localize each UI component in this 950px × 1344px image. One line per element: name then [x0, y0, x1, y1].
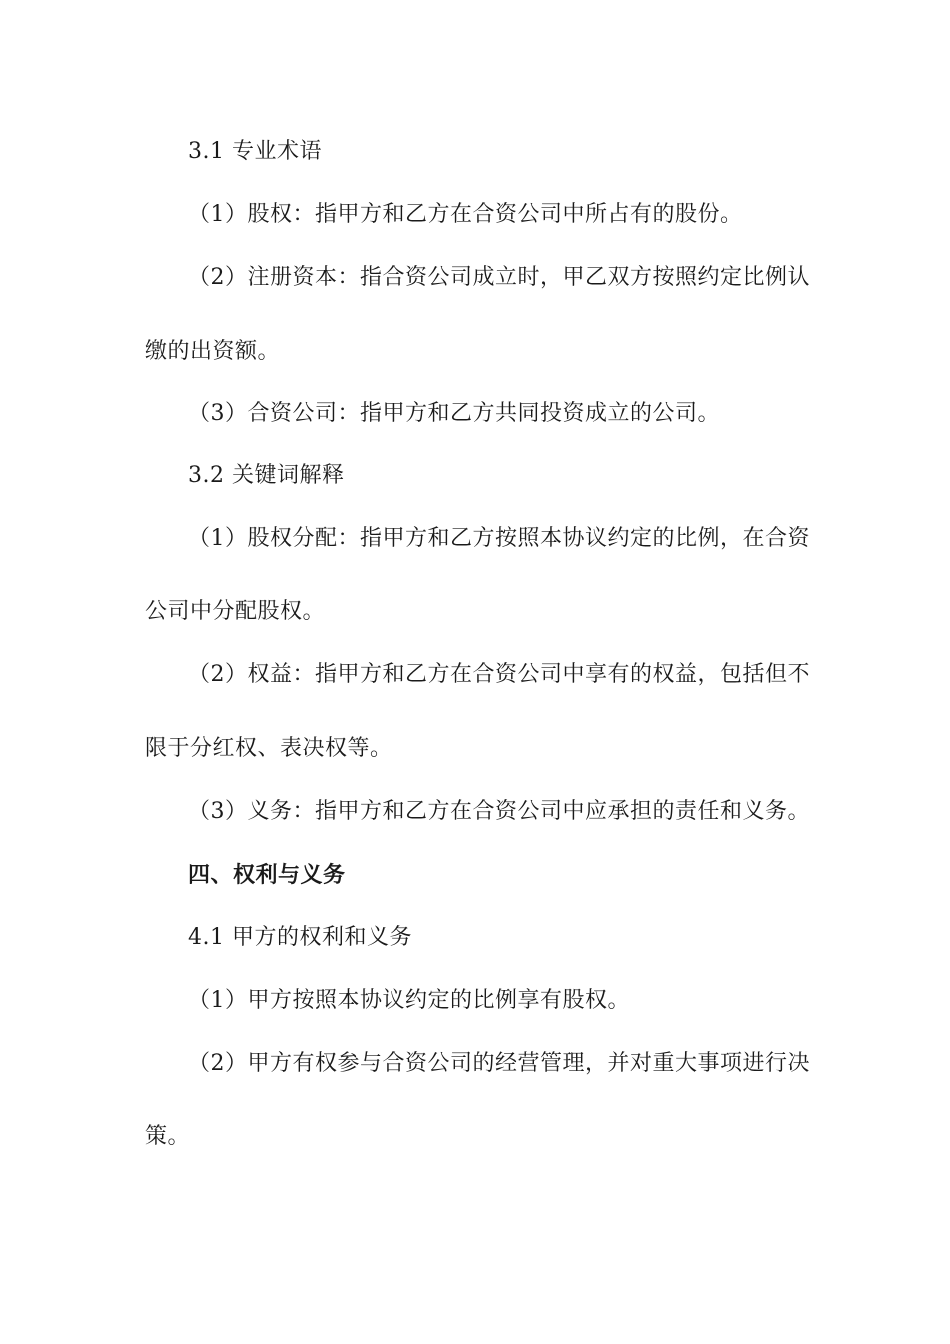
term-registered-capital-line2: 缴的出资额。 — [145, 339, 281, 364]
party-a-right-2-line2: 策。 — [145, 1124, 191, 1149]
term-registered-capital-line1: （2）注册资本：指合资公司成立时，甲乙双方按照约定比例认 — [188, 265, 810, 290]
term-equity: （1）股权：指甲方和乙方在合资公司中所占有的股份。 — [188, 202, 743, 227]
term-joint-venture: （3）合资公司：指甲方和乙方共同投资成立的公司。 — [188, 401, 720, 426]
section-3-1-title: 3.1 专业术语 — [188, 139, 322, 164]
keyword-equity-distribution-line1: （1）股权分配：指甲方和乙方按照本协议约定的比例，在合资 — [188, 526, 810, 551]
keyword-equity-distribution-line2: 公司中分配股权。 — [145, 599, 326, 624]
party-a-right-1: （1）甲方按照本协议约定的比例享有股权。 — [188, 988, 630, 1013]
keyword-obligations: （3）义务：指甲方和乙方在合资公司中应承担的责任和义务。 — [188, 799, 810, 824]
section-4-1-title: 4.1 甲方的权利和义务 — [188, 925, 412, 950]
keyword-rights-line2: 限于分红权、表决权等。 — [145, 736, 393, 761]
party-a-right-2-line1: （2）甲方有权参与合资公司的经营管理，并对重大事项进行决 — [188, 1051, 810, 1076]
chapter-4-title: 四、权利与义务 — [188, 862, 346, 888]
keyword-rights-line1: （2）权益：指甲方和乙方在合资公司中享有的权益，包括但不 — [188, 662, 810, 687]
section-3-2-title: 3.2 关键词解释 — [188, 463, 345, 488]
